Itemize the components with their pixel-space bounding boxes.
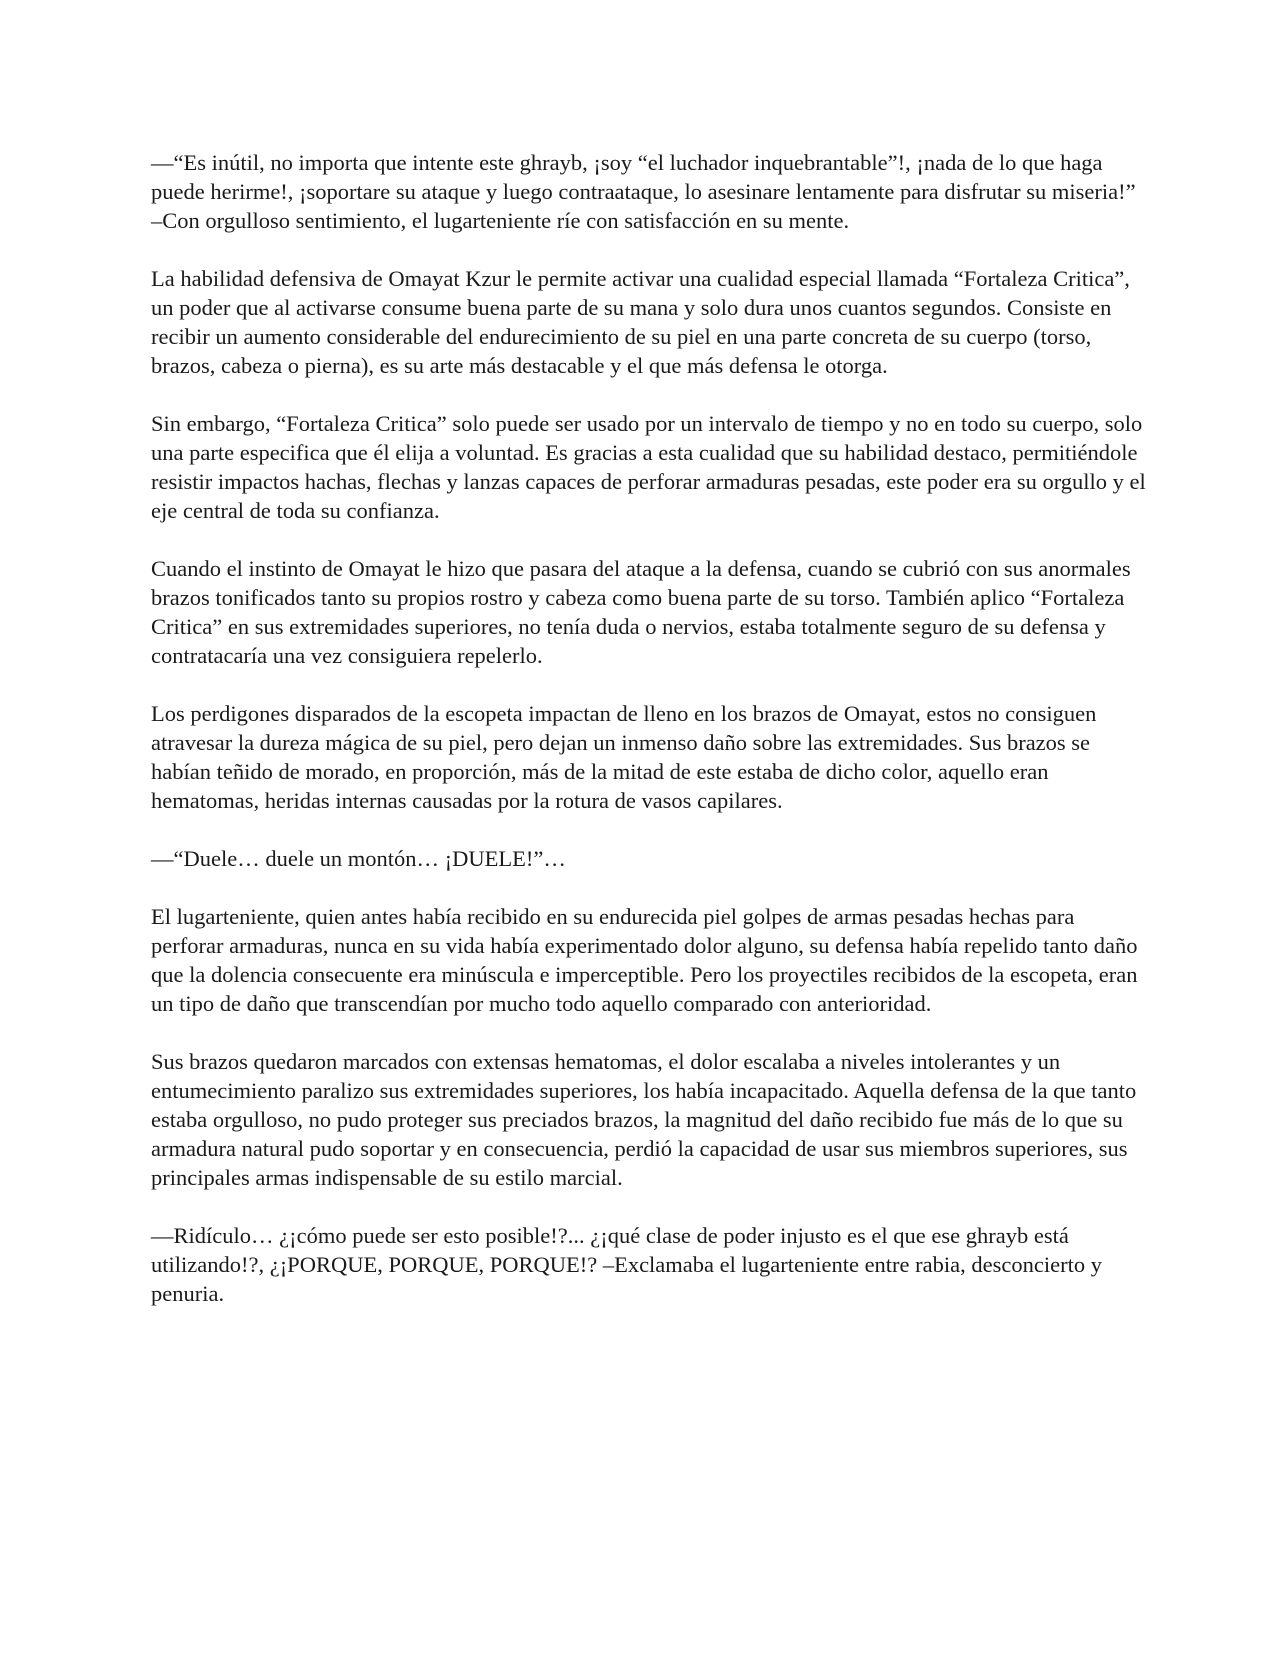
paragraph-8: Sus brazos quedaron marcados con extensas hematomas, el dolor escalaba a niveles intolerantes y un entumecimiento paralizo sus extremidades superiores, los había incapacitado. Aquella defensa de la que tanto estaba orgulloso, no pudo proteger sus preciados brazos, la magnitud del daño recibido fue más de lo que su armadura natural pudo soportar y en consecuencia, perdió la capacidad de usar sus miembros superiores, sus principales armas indispensable de su estilo marcial. <box>151 1049 1137 1190</box>
paragraph-4: Cuando el instinto de Omayat le hizo que pasara del ataque a la defensa, cuando se cubrió con sus anormales brazos tonificados tanto su propios rostro y cabeza como buena parte de su torso. También aplico “Fortaleza Critica” en sus extremidades superiores, no tenía duda o nervios, estaba totalmente seguro de su defensa y contratacaría una vez consiguiera repelerlo. <box>151 556 1131 668</box>
paragraph-1: —“Es inútil, no importa que intente este ghrayb, ¡soy “el luchador inquebrantable”!, ¡nada de lo que haga puede herirme!, ¡soportare su ataque y luego contraataque, lo asesinare lentamente para disfrutar su miseria!” –Con orgulloso sentimiento, el lugarteniente ríe con satisfacción en su mente. <box>151 150 1136 233</box>
paragraph-3: Sin embargo, “Fortaleza Critica” solo puede ser usado por un intervalo de tiempo y no en todo su cuerpo, solo una parte especifica que él elija a voluntad. Es gracias a esta cualidad que su habilidad destaco, permitiéndole resistir impactos hachas, flechas y lanzas capaces de perforar armaduras pesadas, este poder era su orgullo y el eje central de toda su confianza. <box>151 411 1146 523</box>
paragraph-9: —Ridículo… ¿¡cómo puede ser esto posible!?... ¿¡qué clase de poder injusto es el que ese ghrayb está utilizando!?, ¿¡PORQUE, PORQUE, PORQUE!? –Exclamaba el lugarteniente entre rabia, desconcierto y penuria. <box>151 1223 1102 1306</box>
paragraph-7: El lugarteniente, quien antes había recibido en su endurecida piel golpes de armas pesadas hechas para perforar armaduras, nunca en su vida había experimentado dolor alguno, su defensa había repelido tanto daño que la dolencia consecuente era minúscula e imperceptible. Pero los proyectiles recibidos de la escopeta, eran un tipo de daño que transcendían por mucho todo aquello comparado con anterioridad. <box>151 904 1138 1016</box>
document-body <box>151 148 1151 1337</box>
paragraph-6: —“Duele… duele un montón… ¡DUELE!”… <box>151 846 566 871</box>
paragraph-5: Los perdigones disparados de la escopeta impactan de lleno en los brazos de Omayat, estos no consiguen atravesar la dureza mágica de su piel, pero dejan un inmenso daño sobre las extremidades. Sus brazos se habían teñido de morado, en proporción, más de la mitad de este estaba de dicho color, aquello eran hematomas, heridas internas causadas por la rotura de vasos capilares. <box>151 701 1097 813</box>
paragraph-2: La habilidad defensiva de Omayat Kzur le permite activar una cualidad especial llamada “Fortaleza Critica”, un poder que al activarse consume buena parte de su mana y solo dura unos cuantos segundos. Consiste en recibir un aumento considerable del endurecimiento de su piel en una parte concreta de su cuerpo (torso, brazos, cabeza o pierna), es su arte más destacable y el que más defensa le otorga. <box>151 266 1130 378</box>
